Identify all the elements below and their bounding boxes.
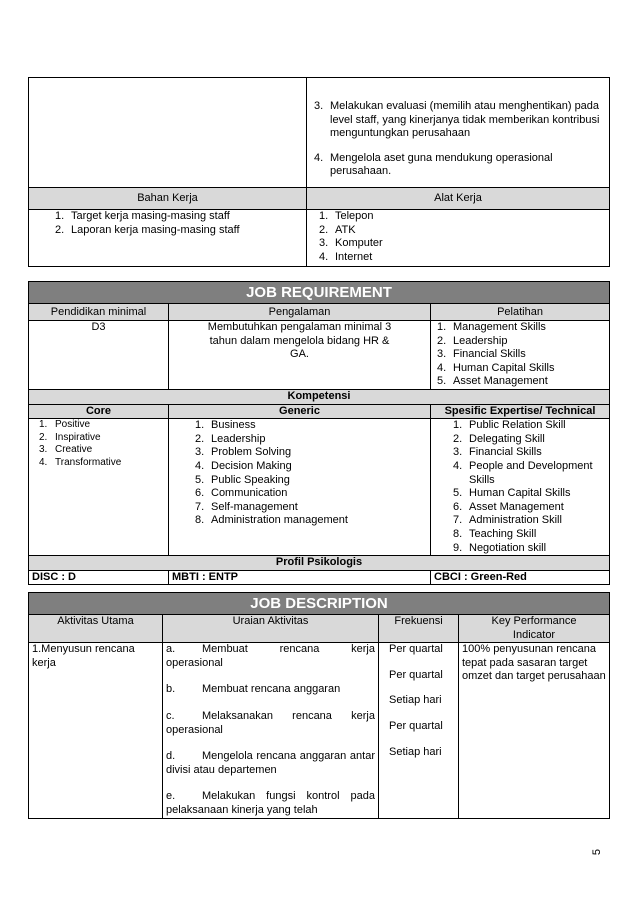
uraian-item: e. Melakukan fungsi kontrol pada pelaksanaan kinerja yang telah xyxy=(166,790,375,816)
job-requirement-title: JOB REQUIREMENT xyxy=(29,282,610,304)
aktivitas-header: Aktivitas Utama xyxy=(29,615,163,643)
top-left-empty-cell xyxy=(29,78,307,188)
list-item: 2. ATK xyxy=(319,223,356,236)
list-item: 5. Asset Management xyxy=(437,375,548,388)
list-item: 4. People and Development Skills xyxy=(453,459,593,486)
list-item: 3. Financial Skills xyxy=(453,446,542,459)
top-table xyxy=(28,77,610,267)
pendidikan-value: D3 xyxy=(29,321,169,390)
page-number: 5 xyxy=(591,848,604,856)
frekuensi-item: Setiap hari xyxy=(389,745,442,758)
kpi-value: 100% penyusunan rencana tepat pada sasaran target omzet dan target perusahaan xyxy=(459,643,610,818)
frekuensi-header: Frekuensi xyxy=(379,615,459,643)
kompetensi-header: Kompetensi xyxy=(29,389,610,404)
list-item: 7. Self-management xyxy=(195,500,298,513)
list-item: 4. Internet xyxy=(319,250,373,263)
spesific-header: Spesific Expertise/ Technical xyxy=(431,404,610,419)
list-item: 4. Human Capital Skills xyxy=(437,361,555,374)
frekuensi-item: Per quartal xyxy=(389,668,443,681)
uraian-list xyxy=(163,643,379,818)
kpi-header: Key Performance Indicator xyxy=(459,615,610,643)
list-item: 5. Human Capital Skills xyxy=(453,487,571,500)
list-item: 2. Leadership xyxy=(437,334,508,347)
list-item: 2. Delegating Skill xyxy=(453,432,545,445)
list-item: 4. Decision Making xyxy=(195,459,292,472)
list-item: 3. Problem Solving xyxy=(195,446,292,459)
bahan-kerja-list xyxy=(29,210,307,267)
list-item: 2. Inspirative xyxy=(39,431,101,443)
list-item: 7. Administration Skill xyxy=(453,514,562,527)
frekuensi-item: Per quartal xyxy=(389,643,443,656)
frekuensi-item: Setiap hari xyxy=(389,694,442,707)
list-item: 3. Komputer xyxy=(319,237,383,250)
list-item: 1. Public Relation Skill xyxy=(453,419,566,432)
frekuensi-item: Per quartal xyxy=(389,719,443,732)
uraian-item: c. Melaksanakan rencana kerja operasional xyxy=(166,709,375,736)
list-item: 2. Laporan kerja masing-masing staff xyxy=(55,223,240,236)
core-list xyxy=(29,419,169,556)
core-header: Core xyxy=(29,404,169,419)
list-item: 1. Telepon xyxy=(319,210,374,222)
list-item: 1. Business xyxy=(195,419,256,432)
uraian-header: Uraian Aktivitas xyxy=(163,615,379,643)
alat-kerja-header: Alat Kerja xyxy=(307,188,610,210)
alat-kerja-list xyxy=(307,210,610,267)
list-item: 3. Melakukan evaluasi (memilih atau menghentikan) pada level staff, yang kinerjanya tidak memberikan kontribusi menguntungkan perusahaan xyxy=(314,100,600,140)
disc-value: DISC : D xyxy=(29,570,169,585)
cbci-value: CBCI : Green-Red xyxy=(431,570,610,585)
uraian-item: b. Membuat rencana anggaran xyxy=(166,683,341,696)
generic-list xyxy=(169,419,431,556)
list-item: 8. Administration management xyxy=(195,514,348,527)
job-description-title: JOB DESCRIPTION xyxy=(29,593,610,615)
list-item: 9. Negotiation skill xyxy=(453,541,547,554)
list-item: 3. Financial Skills xyxy=(437,348,526,361)
job-description-table xyxy=(28,592,610,819)
list-item: 5. Public Speaking xyxy=(195,473,290,486)
frekuensi-list xyxy=(379,643,459,818)
spesific-list xyxy=(431,419,610,556)
job-requirement-table xyxy=(28,281,610,585)
list-item: 6. Communication xyxy=(195,487,288,500)
pelatihan-list xyxy=(431,321,610,390)
list-item: 1. Target kerja masing-masing staff xyxy=(55,210,230,222)
pengalaman-value: Membutuhkan pengalaman minimal 3 tahun dalam mengelola bidang HR & GA. xyxy=(169,321,431,390)
list-item: 2. Leadership xyxy=(195,432,266,445)
bahan-kerja-header: Bahan Kerja xyxy=(29,188,307,210)
pengalaman-header: Pengalaman xyxy=(169,304,431,321)
list-item: 4. Mengelola aset guna mendukung operasional perusahaan. xyxy=(314,151,553,178)
list-item: 8. Teaching Skill xyxy=(453,527,537,540)
generic-header: Generic xyxy=(169,404,431,419)
pelatihan-header: Pelatihan xyxy=(431,304,610,321)
top-right-cell xyxy=(307,78,610,188)
list-item: 4. Transformative xyxy=(39,456,122,468)
mbti-value: MBTI : ENTP xyxy=(169,570,431,585)
list-item: 6. Asset Management xyxy=(453,500,564,513)
uraian-item: a. Membuat rencana kerja operasional xyxy=(166,643,375,669)
uraian-item: d. Mengelola rencana anggaran antar divisi atau departemen xyxy=(166,750,375,776)
list-item: 3. Creative xyxy=(39,444,93,456)
pendidikan-header: Pendidikan minimal xyxy=(29,304,169,321)
list-item: 1. Management Skills xyxy=(437,321,546,333)
profil-psikologis-header: Profil Psikologis xyxy=(29,556,610,571)
list-item: 1. Positive xyxy=(39,419,91,431)
aktivitas-value: 1.Menyusun rencana kerja xyxy=(29,643,163,818)
